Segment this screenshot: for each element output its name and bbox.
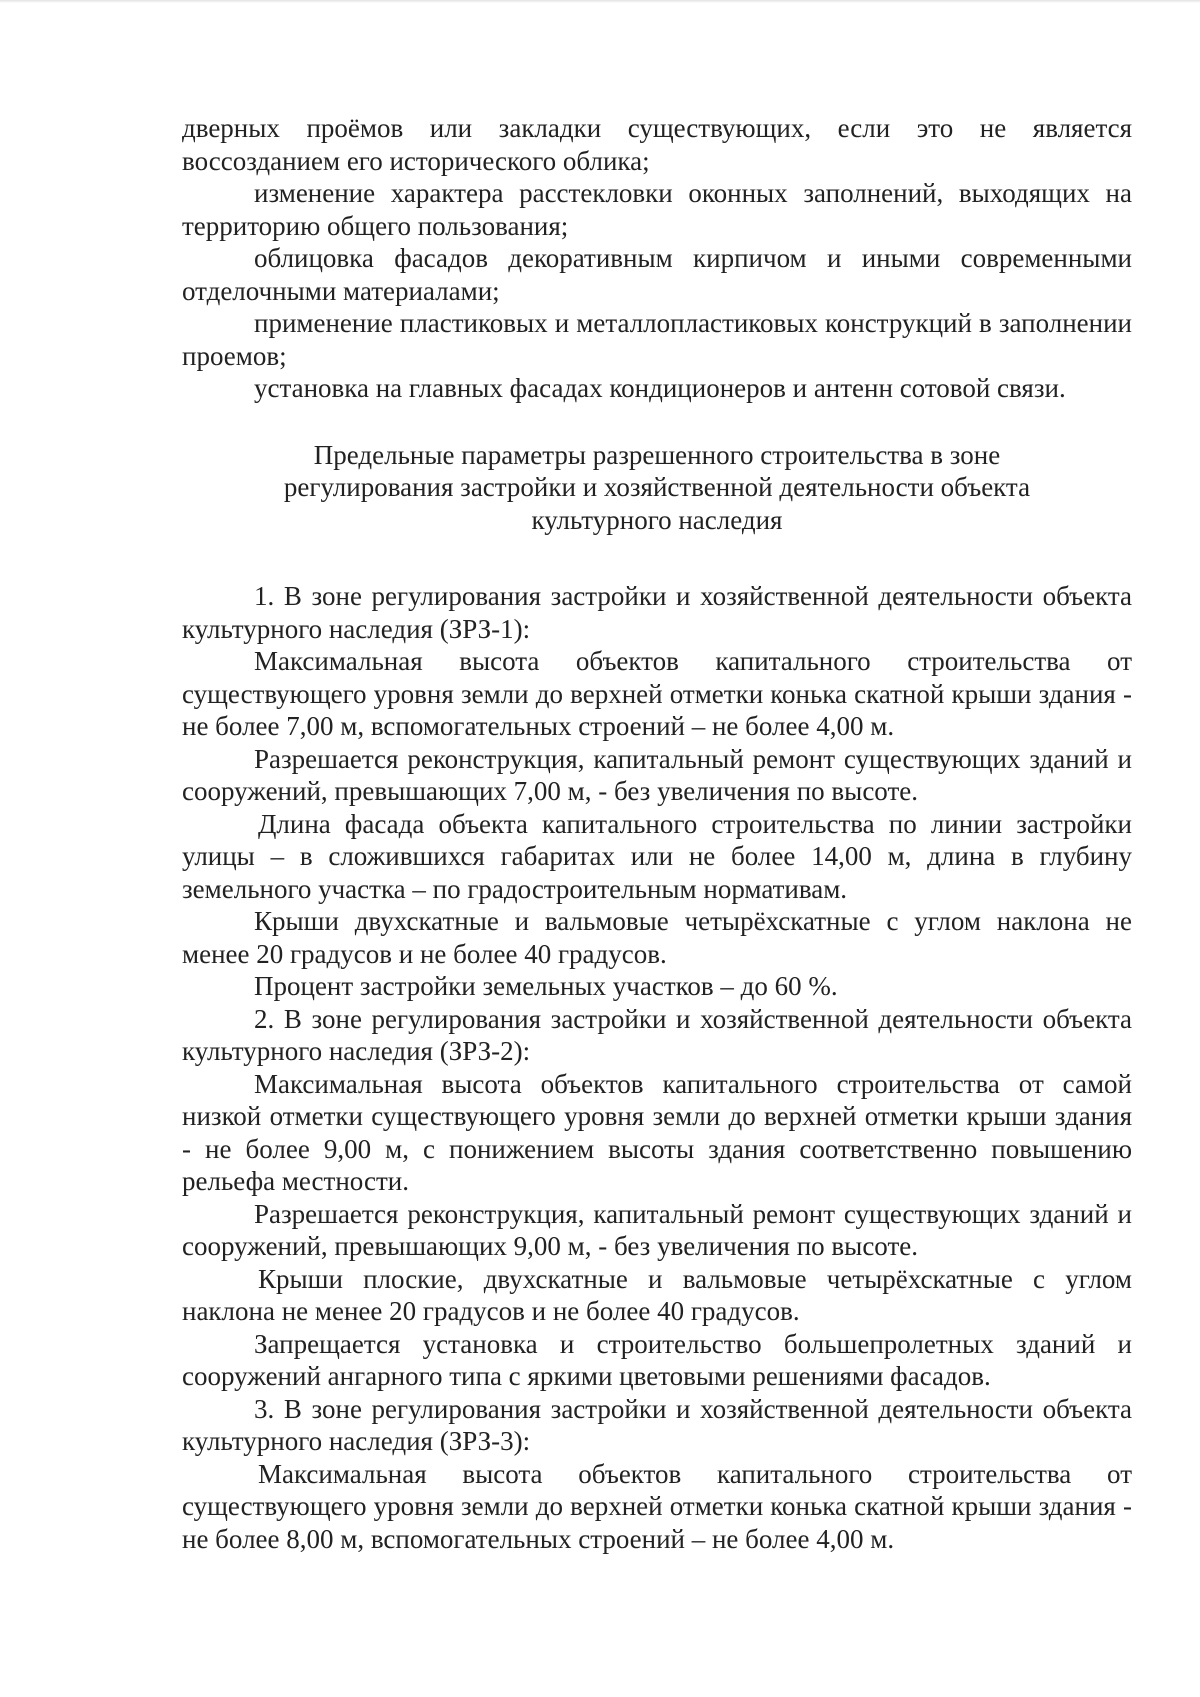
- paragraph: Запрещается установка и строительство большепролетных зданий и сооружений ангарного типа с яркими цветовыми решениями фасадов.: [182, 1328, 1132, 1391]
- paragraph: Крыши двухскатные и вальмовые четырёхскатные с углом наклона не менее 20 градусов и не более 40 градусов.: [182, 906, 1132, 969]
- paragraph: Максимальная высота объектов капитального строительства от самой низкой отметки существующего уровня земли до верхней отметки крыши здания - не более 9,00 м, с понижением высоты здания соответственно повышению рельефа местности.: [182, 1068, 1132, 1196]
- paragraph: Крыши плоские, двухскатные и вальмовые четырёхскатные с углом наклона не менее 20 градусов и не более 40 градусов.: [182, 1263, 1132, 1326]
- paragraph-list-item: применение пластиковых и металлопластиковых конструкций в заполнении проемов;: [182, 308, 1132, 371]
- paragraph-continuation: дверных проёмов или закладки существующих, если это не является воссозданием его исторического облика;: [182, 113, 1132, 176]
- zone-1-title: 1. В зоне регулирования застройки и хозяйственной деятельности объекта культурного наследия (ЗРЗ-1):: [182, 581, 1132, 644]
- paragraph: Максимальная высота объектов капитального строительства от существующего уровня земли до верхней отметки конька скатной крыши здания - не более 7,00 м, вспомогательных строений – не более 4,00 м.: [182, 646, 1132, 741]
- heading-line: Предельные параметры разрешенного строительства в зоне: [313, 439, 1001, 470]
- heading-line: культурного наследия: [531, 504, 783, 535]
- zone-3-title: 3. В зоне регулирования застройки и хозяйственной деятельности объекта культурного наследия (ЗРЗ-3):: [182, 1393, 1132, 1456]
- section-heading: [182, 439, 1132, 537]
- document-body: [182, 112, 1132, 1555]
- heading-line: регулирования застройки и хозяйственной деятельности объекта: [283, 472, 1031, 502]
- paragraph: Разрешается реконструкция, капитальный ремонт существующих зданий и сооружений, превышающих 7,00 м, - без увеличения по высоте.: [182, 743, 1132, 806]
- scan-top-edge: [0, 0, 1200, 3]
- paragraph: Длина фасада объекта капитального строительства по линии застройки улицы – в сложившихся габаритах или не более 14,00 м, длина в глубину земельного участка – по градостроительным нормативам.: [182, 808, 1132, 904]
- paragraph-list-item: установка на главных фасадах кондиционеров и антенн сотовой связи.: [254, 373, 1066, 403]
- paragraph: Разрешается реконструкция, капитальный ремонт существующих зданий и сооружений, превышающих 9,00 м, - без увеличения по высоте.: [182, 1198, 1132, 1261]
- zone-2-title: 2. В зоне регулирования застройки и хозяйственной деятельности объекта культурного наследия (ЗРЗ-2):: [182, 1003, 1132, 1066]
- paragraph-list-item: облицовка фасадов декоративным кирпичом и иными современными отделочными материалами;: [182, 243, 1132, 306]
- paragraph: Максимальная высота объектов капитального строительства от существующего уровня земли до верхней отметки конька скатной крыши здания - не более 8,00 м, вспомогательных строений – не более 4,00 м.: [182, 1458, 1132, 1554]
- paragraph: Процент застройки земельных участков – до 60 %.: [254, 971, 838, 1001]
- paragraph-list-item: изменение характера расстекловки оконных заполнений, выходящих на территорию общего пользования;: [182, 178, 1132, 241]
